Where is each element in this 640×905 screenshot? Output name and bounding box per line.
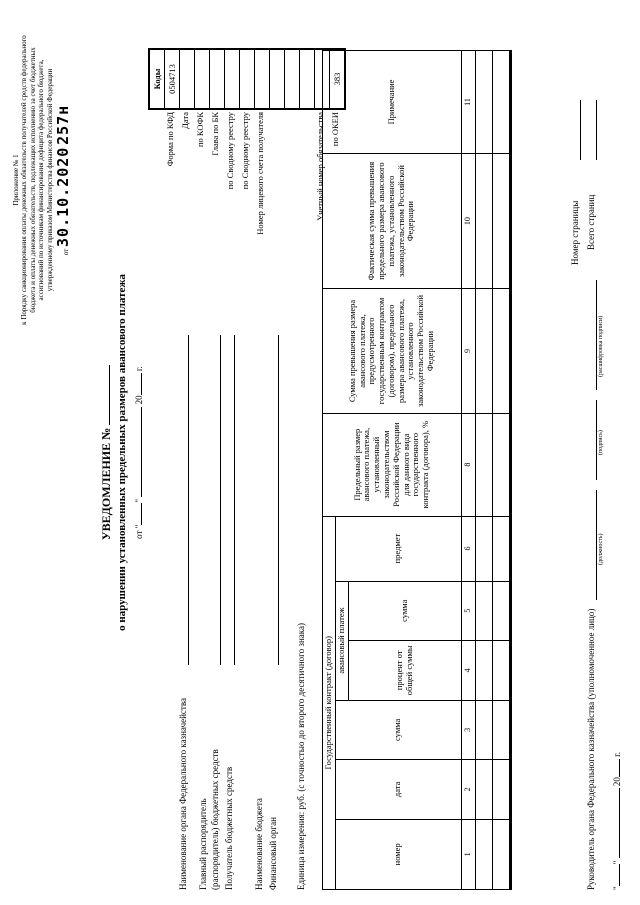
appendix-date: 30.10.2020	[53, 146, 72, 247]
col-num-9: 9	[461, 289, 475, 413]
th-advance-group: авансовый платеж	[335, 581, 348, 700]
th-percent: процент от общей суммы	[348, 641, 461, 701]
cell[interactable]	[475, 760, 492, 820]
field-budget-line[interactable]	[278, 335, 279, 665]
code-label-form: Форма по КФД	[165, 112, 175, 167]
col-num-1: 1	[461, 819, 475, 889]
field-recipient-label: Получатель бюджетных средств	[224, 766, 234, 890]
table-row[interactable]	[492, 51, 510, 890]
th-date: дата	[335, 760, 461, 820]
col-num-5: 5	[461, 581, 475, 641]
field-unit-label: Единица измерения: руб. (с точностью до второго десятичного знака)	[296, 623, 306, 890]
th-number: номер	[335, 819, 461, 889]
code-label-okei: по ОКЕИ	[330, 112, 340, 147]
code-value-account	[255, 50, 270, 108]
field-chief-manager-line[interactable]	[220, 335, 221, 665]
field-treasury-line[interactable]	[188, 335, 189, 665]
code-label-date: Дата	[180, 112, 190, 129]
head-label: Руководитель органа Федерального казначейства (уполномоченное лицо)	[586, 608, 596, 890]
code-label-account: Номер лицевого счета получателя	[255, 112, 265, 235]
th-contract-group: Государственный контракт (договор)	[323, 516, 336, 889]
code-value-bk	[210, 50, 225, 108]
code-value-registry-2	[240, 50, 255, 108]
position-line[interactable]	[596, 490, 597, 600]
col-num-11: 11	[461, 51, 475, 154]
th-note: Примечание	[323, 51, 462, 154]
cell[interactable]	[492, 153, 510, 288]
col-num-2: 2	[461, 760, 475, 820]
codes-box	[148, 48, 346, 110]
cell[interactable]	[492, 581, 510, 641]
cell[interactable]	[492, 700, 510, 760]
appendix-line-1: к Порядку санкционирования оплаты денежных обязательств получателей средств федерального	[20, 35, 29, 325]
appendix-line-4: утвержденному приказом Министерства финансов Российской Федерации	[45, 68, 54, 292]
col-num-6: 6	[461, 516, 475, 581]
cell[interactable]	[475, 641, 492, 701]
position-caption: (должность)	[598, 533, 604, 565]
code-label-obligation: Учетный номер обязательства	[315, 112, 325, 221]
th-sum: сумма	[335, 700, 461, 760]
cell[interactable]	[492, 51, 510, 154]
signature-line[interactable]	[596, 400, 597, 480]
cell[interactable]	[475, 516, 492, 581]
page-number-label: Номер страницы	[570, 200, 580, 265]
cell[interactable]	[492, 413, 510, 516]
code-value-blank-1	[270, 50, 285, 108]
code-value-kofk	[195, 50, 210, 108]
code-label-registry-2: по Сводному реестру	[240, 112, 250, 190]
code-value-blank-3	[300, 50, 315, 108]
cell[interactable]	[492, 289, 510, 413]
document-subtitle: о нарушении установленных предельных размеров авансового платежа	[116, 274, 128, 631]
cell[interactable]	[475, 153, 492, 288]
cell[interactable]	[475, 51, 492, 154]
table-row[interactable]	[475, 51, 492, 890]
field-financial-body-label: Финансовый орган	[268, 817, 278, 890]
field-chief-manager-label-1: Главный распорядитель	[198, 798, 208, 890]
code-value-date	[180, 50, 195, 108]
code-label-bk: Глава по БК	[210, 112, 220, 156]
cell[interactable]	[492, 641, 510, 701]
decode-caption: (расшифровка подписи)	[598, 315, 604, 377]
code-value-okei: 383	[332, 72, 342, 86]
th-advance-sum: сумма	[348, 581, 461, 641]
footer-date-line: "" 20 г.	[612, 751, 622, 890]
cell[interactable]	[492, 516, 510, 581]
codes-labels	[148, 112, 343, 235]
field-budget-label: Наименование бюджета	[254, 798, 264, 890]
field-chief-manager-label-2: (распорядитель) бюджетных средств	[210, 749, 220, 890]
appendix-date-prefix: от	[61, 248, 70, 256]
decode-line[interactable]	[596, 280, 597, 390]
cell[interactable]	[475, 289, 492, 413]
col-num-4: 4	[461, 641, 475, 701]
appendix-number: 257н	[53, 104, 72, 145]
col-num-3: 3	[461, 700, 475, 760]
code-value-blank-2	[285, 50, 300, 108]
code-label-registry-1: по Сводному реестру	[225, 112, 235, 190]
code-value-registry-1	[225, 50, 240, 108]
advance-payment-table	[322, 50, 512, 890]
page-number-line[interactable]	[580, 100, 581, 160]
codes-header: Коды	[150, 50, 165, 108]
total-pages-line[interactable]	[596, 100, 597, 160]
cell[interactable]	[492, 760, 510, 820]
th-actual: Фактическая сумма превышения предельного размера авансового платежа, установленного законодательством Российской Федерации	[323, 153, 462, 288]
th-limit: Предельный размер авансового платежа, установленный законодательством Российской Федерации для данного вида государственного контракта (договора), %	[323, 413, 462, 516]
th-subject: предмет	[335, 516, 461, 581]
cell[interactable]	[475, 700, 492, 760]
document-date-line: от "" 20 г.	[134, 366, 144, 539]
cell[interactable]	[475, 413, 492, 516]
appendix-line-2: бюджета и оплаты денежных обязательств, подлежащих исполнению за счет бюджетных	[28, 47, 37, 313]
code-label-kofk: по КОФК	[195, 112, 205, 148]
code-value-form: 0504713	[165, 50, 180, 108]
cell[interactable]	[475, 581, 492, 641]
appendix-header	[12, 20, 72, 340]
appendix-label: Приложение № 1	[12, 154, 20, 206]
total-pages-label: Всего страниц	[586, 194, 596, 250]
col-num-8: 8	[461, 413, 475, 516]
cell[interactable]	[492, 819, 510, 889]
col-num-10: 10	[461, 153, 475, 288]
document-title: УВЕДОМЛЕНИЕ №	[100, 0, 114, 905]
signature-caption: (подпись)	[598, 430, 604, 455]
cell[interactable]	[475, 819, 492, 889]
field-recipient-line[interactable]	[234, 335, 235, 665]
th-excess: Сумма превышения размера авансового платежа, предусмотренного государственным контрактом (договором), предельного размера авансового платежа, установленного законодательством Российской Федерации	[323, 289, 462, 413]
field-treasury-label: Наименование органа Федерального казначейства	[178, 698, 188, 890]
appendix-line-3: ассигнований по источникам финансирования дефицита федерального бюджета,	[37, 59, 46, 301]
